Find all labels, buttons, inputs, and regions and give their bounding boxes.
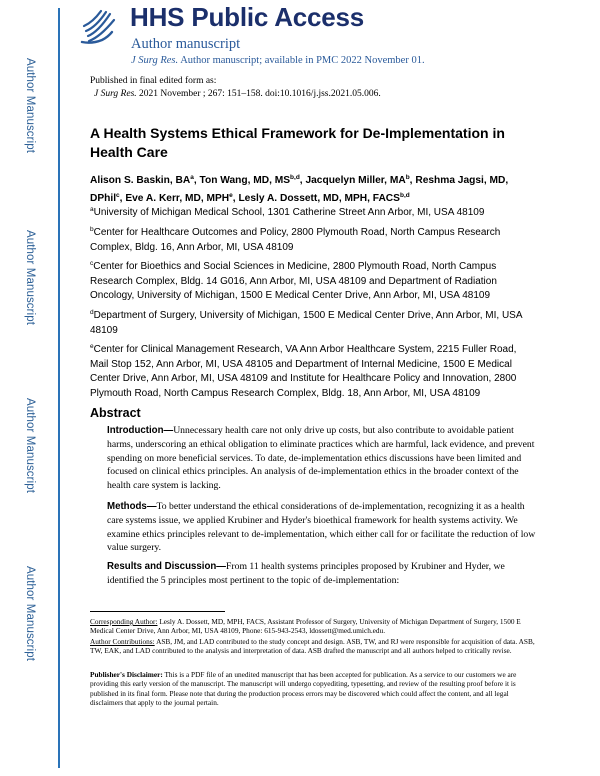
author-affiliation-mark: e: [229, 191, 233, 199]
corresponding-author-note: [90, 617, 535, 636]
results-text: From 11 health systems principles proposed by Krubiner and Hyder, we identified the 5 principles most pertinent to the topic of de-implementation:: [107, 561, 505, 586]
hhs-eagle-logo-icon: [78, 6, 118, 46]
author-affiliation-mark: b: [405, 174, 410, 181]
abstract-methods: [107, 500, 537, 555]
margin-label: Author Manuscript: [24, 398, 36, 494]
affiliation-mark: b: [90, 226, 94, 233]
author-name: Reshma Jagsi, MD, DPhil: [90, 175, 509, 204]
author-name: Ton Wang, MD, MS: [199, 175, 291, 186]
margin-divider: [58, 8, 60, 768]
margin-label: Author Manuscript: [24, 230, 36, 326]
author-affiliation-mark: b,d: [399, 191, 410, 199]
author-affiliation-mark: a: [190, 174, 194, 181]
abstract-results: [107, 560, 537, 588]
availability-text: Author manuscript; available in PMC 2022 November 01.: [178, 55, 425, 66]
affiliation-mark: a: [90, 206, 94, 213]
author-contributions-text: ASB, JM, and LAD contributed to the study concept and design. ASB, TW, and RJ were responsible for acquisition of data. ASB, TW, EAK, and LAD contributed to the analysis and interpretation of data. ASB drafted the manuscript and all authors helped to critically revise.: [90, 637, 535, 656]
margin-label: Author Manuscript: [24, 566, 36, 662]
author-name: Lesly A. Dossett, MD, MPH, FACS: [238, 192, 400, 204]
citation-journal: J Surg Res.: [94, 89, 137, 99]
publisher-disclaimer-label: Publisher's Disclaimer:: [90, 670, 163, 679]
page-title: HHS Public Access: [130, 2, 365, 32]
methods-label: Methods—: [107, 501, 157, 512]
manuscript-type: Author manuscript: [131, 36, 241, 52]
affiliation: [90, 257, 535, 304]
author-name: Jacquelyn Miller, MA: [305, 175, 406, 186]
author-affiliation-mark: c: [116, 191, 120, 199]
author-separator: ,: [232, 192, 239, 204]
results-label: Results and Discussion—: [107, 561, 226, 572]
journal-name: J Surg Res.: [131, 55, 179, 66]
author-separator: ,: [299, 175, 306, 186]
affiliation-text: Center for Clinical Management Research, VA Ann Arbor Healthcare System, 2215 Fuller Road, Mail Stop 152, Ann Arbor, MI, USA 48105 and Department of Internal Medicine, 1500 E Medical Center Drive, Ann Arbor, MI, USA 48109 and Institute for Healthcare Policy and Innovation, 2800 Plymouth Road, North Campus Research Complex, Bldg. 18, Ann Arbor, MI, USA 48109: [90, 344, 517, 399]
left-margin: [0, 0, 62, 776]
abstract-heading: Abstract: [90, 406, 141, 420]
corresponding-author-text: Lesly A. Dossett, MD, MPH, FACS, Assistant Professor of Surgery, University of Michigan Department of Surgery, 1500 E Medical Center Drive, Ann Arbor, MI, USA 48109, Phone: 615-943-2543, ldossett@med.umich.edu.: [90, 617, 521, 636]
citation-line: [94, 89, 381, 99]
author-contributions-note: [90, 637, 535, 656]
publisher-disclaimer-text: This is a PDF file of an unedited manuscript that has been accepted for publication. As a service to our customers we are providing this early version of the manuscript. The manuscript will undergo copyediting, typesetting, and review of the resulting proof before it is published in its final form. Please note that during the production process errors may be discovered which could affect the content, and all legal disclaimers that apply to the journal pertain.: [90, 670, 517, 708]
citation-text: 2021 November ; 267: 151–158. doi:10.1016/j.jss.2021.05.006.: [136, 89, 381, 99]
margin-label: Author Manuscript: [24, 58, 36, 154]
introduction-label: Introduction—: [107, 425, 174, 436]
author-separator: ,: [119, 192, 126, 204]
author-list: [90, 171, 530, 206]
affiliation-mark: e: [90, 343, 94, 350]
affiliation: [90, 203, 535, 221]
affiliation-text: Department of Surgery, University of Michigan, 1500 E Medical Center Drive, Ann Arbor, MI, USA 48109: [90, 310, 522, 336]
methods-text: To better understand the ethical considerations of de-implementation, recognizing it as a health care systems issue, we applied Krubiner and Hyder's bioethical framework for health systems activity. We examine ethics principles relevant to de-implementation, which either call for or facilitate the reduction of low value surgery.: [107, 501, 536, 554]
introduction-text: Unnecessary health care not only drive up costs, but also contribute to avoidable patient harms, underscoring an ethical obligation to eliminate practices which are harmful, lack evidence, and prevent spending on more beneficial services. To date, de-implementation ethics discussions have been limited and focused on clinical ethics principles. An analysis of de-implementation ethics in the broader context of the health care system is lacking.: [107, 425, 535, 492]
abstract-introduction: [107, 424, 537, 493]
published-label: Published in final edited form as:: [90, 76, 217, 86]
affiliation-text: University of Michigan Medical School, 1301 Catherine Street Ann Arbor, MI, USA 48109: [93, 207, 485, 218]
affiliation: [90, 306, 535, 338]
affiliation: [90, 340, 535, 401]
affiliation-text: Center for Bioethics and Social Sciences in Medicine, 2800 Plymouth Road, North Campus Research Complex, Bldg. 14 G016, Ann Arbor, MI, USA 48109 and Department of Radiation Oncology, University of Michigan, 1500 E Medical Center Drive, Ann Arbor, MI, USA 48109: [90, 261, 497, 301]
corresponding-author-label: Corresponding Author:: [90, 617, 158, 626]
affiliation: [90, 223, 535, 255]
author-name: Eve A. Kerr, MD, MPH: [125, 192, 230, 204]
author-separator: ,: [409, 175, 416, 186]
availability-line: [131, 55, 425, 66]
author-separator: ,: [193, 175, 200, 186]
publisher-disclaimer-note: [90, 670, 535, 708]
affiliation-text: Center for Healthcare Outcomes and Policy, 2800 Plymouth Road, North Campus Research Complex, Bldg. 16, Ann Arbor, MI, USA 48109: [90, 227, 501, 253]
affiliation-mark: d: [90, 309, 94, 316]
author-affiliation-mark: b,d: [290, 174, 300, 181]
article-title: A Health Systems Ethical Framework for De-Implementation in Health Care: [90, 125, 505, 160]
footnote-divider: [90, 611, 225, 612]
affiliation-mark: c: [90, 260, 94, 267]
author-name: Alison S. Baskin, BA: [90, 175, 191, 186]
author-contributions-label: Author Contributions:: [90, 637, 155, 646]
